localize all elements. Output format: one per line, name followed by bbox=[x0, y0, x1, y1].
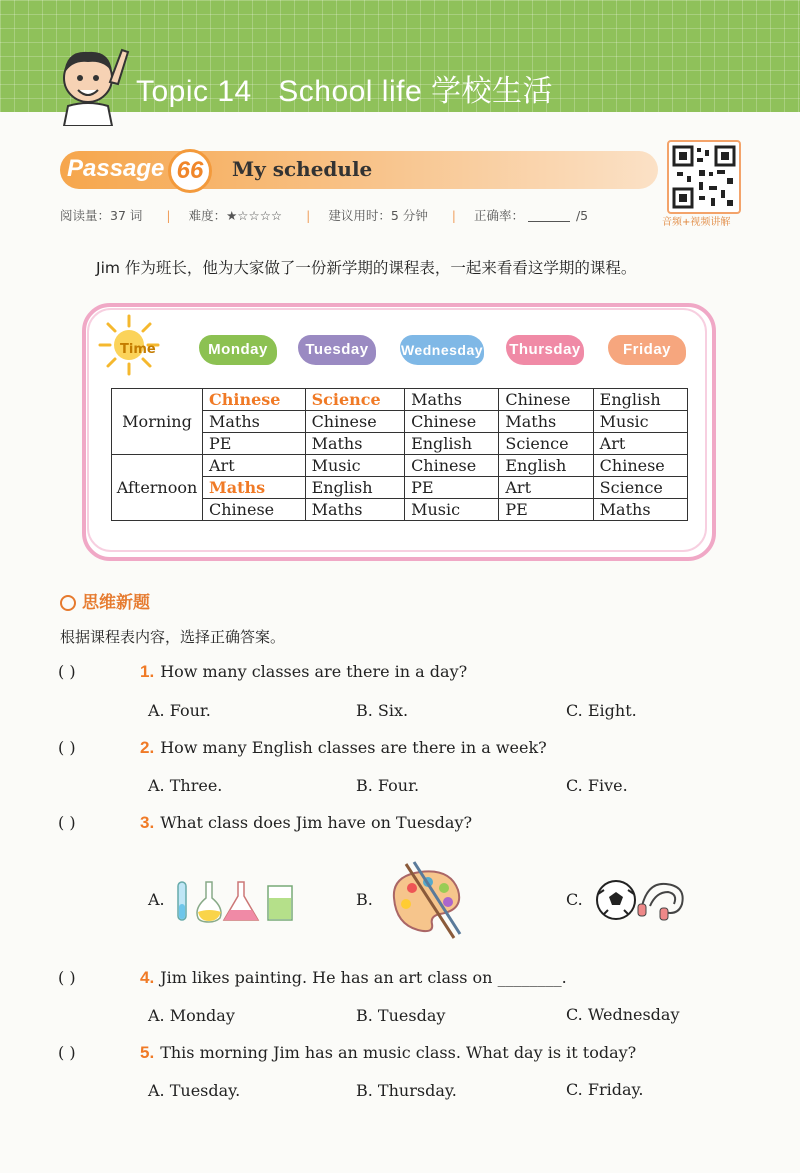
table-cell: Chinese bbox=[405, 411, 499, 433]
option-a[interactable]: A. Monday bbox=[148, 1006, 235, 1025]
paint-palette-icon bbox=[384, 858, 468, 942]
option-c[interactable]: C. Five. bbox=[566, 776, 628, 795]
table-cell: Maths bbox=[305, 433, 405, 455]
reading-meta bbox=[60, 206, 594, 224]
question-2 bbox=[58, 738, 547, 758]
table-cell: Chinese bbox=[593, 455, 687, 477]
table-cell: Art bbox=[499, 477, 593, 499]
table-cell: PE bbox=[203, 433, 306, 455]
question-number: 1. bbox=[140, 662, 155, 681]
table-cell: Music bbox=[593, 411, 687, 433]
period-morning: Morning bbox=[112, 389, 203, 455]
option-c[interactable]: C. Wednesday bbox=[566, 1005, 680, 1024]
question-number: 3. bbox=[140, 813, 155, 832]
brain-icon bbox=[60, 595, 76, 611]
schedule-table bbox=[111, 388, 688, 521]
table-cell: Maths bbox=[499, 411, 593, 433]
table-cell: PE bbox=[405, 477, 499, 499]
question-5 bbox=[58, 1043, 636, 1063]
accuracy-label: 正确率： bbox=[473, 208, 524, 223]
option-c[interactable]: C. bbox=[566, 890, 583, 909]
intro-text: Jim 作为班长，他为大家做了一份新学期的课程表，一起来看看这学期的课程。 bbox=[96, 259, 637, 277]
table-row bbox=[112, 455, 688, 477]
day-label-friday: Friday bbox=[608, 335, 686, 365]
option-c[interactable]: C. Friday. bbox=[566, 1080, 644, 1099]
question-number: 5. bbox=[140, 1043, 155, 1062]
time-label: Time bbox=[120, 342, 156, 357]
ball-and-jump-rope-icon bbox=[594, 876, 688, 922]
table-cell: Chinese bbox=[499, 389, 593, 411]
table-cell: Chinese bbox=[203, 389, 306, 411]
table-cell: Science bbox=[305, 389, 405, 411]
question-text: What class does Jim have on Tuesday? bbox=[160, 813, 473, 832]
accuracy-blank[interactable] bbox=[528, 221, 570, 222]
question-number: 4. bbox=[140, 968, 155, 987]
answer-blank[interactable]: ( ) bbox=[58, 662, 76, 681]
table-cell: English bbox=[593, 389, 687, 411]
question-text: How many English classes are there in a week? bbox=[160, 738, 547, 757]
qr-code-icon[interactable] bbox=[667, 140, 741, 214]
answer-blank[interactable]: ( ) bbox=[58, 813, 76, 832]
suggested-time: 建议用时：5 分钟 bbox=[328, 208, 428, 223]
section-heading-text: 思维新题 bbox=[82, 593, 150, 613]
option-b[interactable]: B. bbox=[356, 890, 373, 909]
science-flasks-icon bbox=[174, 878, 298, 924]
difficulty-label: 难度： bbox=[188, 208, 227, 223]
answer-blank[interactable]: ( ) bbox=[58, 738, 76, 757]
option-b[interactable]: B. Tuesday bbox=[356, 1006, 446, 1025]
option-a[interactable]: A. Tuesday. bbox=[148, 1081, 241, 1100]
meta-separator: | bbox=[306, 208, 311, 223]
table-cell: English bbox=[405, 433, 499, 455]
answer-blank[interactable]: ( ) bbox=[58, 968, 76, 987]
option-a[interactable]: A. Four. bbox=[148, 701, 211, 720]
day-label-wednesday: Wednesday bbox=[400, 335, 484, 365]
table-cell: Chinese bbox=[203, 499, 306, 521]
qr-caption: 音频+视频讲解 bbox=[662, 217, 731, 228]
day-label-thursday: Thursday bbox=[506, 335, 584, 365]
question-4 bbox=[58, 968, 567, 988]
table-cell: Science bbox=[499, 433, 593, 455]
question-text: How many classes are there in a day? bbox=[160, 662, 468, 681]
question-number: 2. bbox=[140, 738, 155, 757]
option-b[interactable]: B. Thursday. bbox=[356, 1081, 457, 1100]
question-1 bbox=[58, 662, 467, 682]
mascot-boy-icon bbox=[52, 30, 136, 126]
table-cell: Music bbox=[305, 455, 405, 477]
passage-label: Passage bbox=[67, 155, 165, 182]
table-cell: Maths bbox=[593, 499, 687, 521]
option-a[interactable]: A. bbox=[148, 890, 165, 909]
day-label-monday: Monday bbox=[199, 335, 277, 365]
question-text: This morning Jim has an music class. What day is it today? bbox=[160, 1043, 637, 1062]
table-cell: Music bbox=[405, 499, 499, 521]
meta-separator: | bbox=[451, 208, 456, 223]
table-cell: Art bbox=[203, 455, 306, 477]
option-b[interactable]: B. Six. bbox=[356, 701, 409, 720]
table-cell: Maths bbox=[305, 499, 405, 521]
table-row bbox=[112, 389, 688, 411]
table-cell: English bbox=[499, 455, 593, 477]
option-b[interactable]: B. Four. bbox=[356, 776, 420, 795]
period-afternoon: Afternoon bbox=[112, 455, 203, 521]
table-cell: Science bbox=[593, 477, 687, 499]
question-3 bbox=[58, 813, 472, 833]
word-count: 阅读量：37 词 bbox=[60, 208, 143, 223]
day-label-tuesday: Tuesday bbox=[298, 335, 376, 365]
topic-title: Topic 14 School life 学校生活 bbox=[136, 75, 553, 108]
table-cell: Art bbox=[593, 433, 687, 455]
section-instruction: 根据课程表内容，选择正确答案。 bbox=[60, 628, 286, 646]
section-heading bbox=[60, 588, 150, 613]
meta-separator: | bbox=[166, 208, 171, 223]
difficulty-stars: ★☆☆☆☆ bbox=[226, 208, 283, 223]
answer-blank[interactable]: ( ) bbox=[58, 1043, 76, 1062]
option-c[interactable]: C. Eight. bbox=[566, 701, 637, 720]
table-cell: Maths bbox=[203, 411, 306, 433]
accuracy-total: /5 bbox=[575, 208, 589, 223]
passage-number: 66 bbox=[168, 149, 212, 193]
passage-title: My schedule bbox=[232, 157, 373, 181]
table-cell: Chinese bbox=[405, 455, 499, 477]
option-a[interactable]: A. Three. bbox=[148, 776, 223, 795]
table-cell: Chinese bbox=[305, 411, 405, 433]
table-cell: Maths bbox=[405, 389, 499, 411]
table-cell: English bbox=[305, 477, 405, 499]
question-text: Jim likes painting. He has an art class on ________. bbox=[160, 968, 567, 987]
table-cell: PE bbox=[499, 499, 593, 521]
table-cell: Maths bbox=[203, 477, 306, 499]
